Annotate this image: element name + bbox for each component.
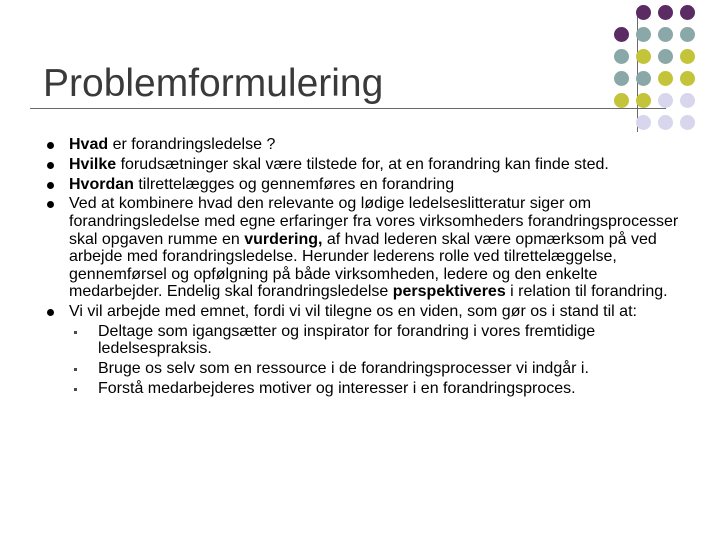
sub-bullet-text: Deltage som igangsætter og inspirator for forandring i vores fremtidige ledelsespraksis. (98, 322, 596, 358)
square-bullet-icon (74, 368, 77, 371)
bullet-list (45, 136, 695, 400)
bullet-text: Ved at kombinere hvad den relevante og lødige ledelseslitteratur siger om forandringsledelse med egne erfaringer fra vores virksomheders forandringsprocesser skal opgaven rumme en (69, 195, 679, 248)
bullet-dot-icon (47, 162, 54, 169)
decor-dot (680, 93, 695, 108)
decor-dot (636, 93, 651, 108)
decor-dot (614, 71, 629, 86)
decor-dot (680, 27, 695, 42)
bullet-dot-icon (47, 142, 54, 149)
decor-dot (636, 27, 651, 42)
decor-dot (658, 115, 673, 130)
bullet-dot-icon (47, 201, 54, 208)
bullet-text: tilrettelægges og gennemføres en forandring (133, 175, 455, 193)
decor-dot (614, 49, 629, 64)
decor-dot (636, 71, 651, 86)
decor-dot (680, 115, 695, 130)
bold-text: Hvilke (69, 155, 117, 173)
bullet-dot-icon (47, 309, 54, 316)
bullet-item (45, 136, 695, 154)
sub-bullet-text: Forstå medarbejderes motiver og interesser i en forandringsproces. (98, 380, 576, 398)
decor-dot (636, 49, 651, 64)
bullet-text: er forandringsledelse ? (108, 136, 276, 153)
bullet-item (45, 176, 695, 194)
sub-bullet-item (45, 380, 695, 398)
bullet-dot-icon (47, 182, 54, 189)
bold-text: perspektiveres (392, 283, 506, 301)
decor-dot (658, 71, 673, 86)
title-underline (30, 108, 666, 109)
sub-bullet-text: Bruge os selv som en ressource i de forandringsprocesser vi indgår i. (98, 360, 589, 378)
decor-dot (680, 49, 695, 64)
decor-dot (658, 49, 673, 64)
square-bullet-icon (74, 331, 77, 334)
slide-title: Problemformulering (43, 62, 384, 105)
sub-bullet-item (45, 323, 695, 358)
square-bullet-icon (74, 388, 77, 391)
decor-dot (658, 93, 673, 108)
bullet-item (45, 156, 695, 174)
bullet-text: i relation til forandring. (505, 283, 668, 301)
bold-text: Hvad (69, 136, 109, 153)
decor-dot (614, 27, 629, 42)
decor-dot (680, 71, 695, 86)
decor-dot (680, 5, 695, 20)
decor-dot (636, 5, 651, 20)
sub-bullet-item (45, 360, 695, 378)
bullet-text: Vi vil arbejde med emnet, fordi vi vil tilegne os en viden, som gør os i stand til at: (69, 303, 637, 321)
bullet-text: af hvad lederen skal være opmærksom på ved arbejde med forandringsledelse. Herunder lederens rolle ved tilrettelæggelse, gennemførsel og opfølgning på både virksomheden, ledere og den enkelte medarbejder. Endelig skal forandringsledelse (69, 230, 657, 301)
bullet-item (45, 303, 695, 321)
decor-dot (658, 5, 673, 20)
bullet-item (45, 195, 695, 301)
decor-dot (614, 93, 629, 108)
bold-text: Hvordan (69, 175, 134, 193)
bullet-text: forudsætninger skal være tilstede for, at en forandring kan finde sted. (116, 155, 609, 173)
decor-dot (658, 27, 673, 42)
bold-text: vurdering, (244, 230, 323, 248)
decor-dot (636, 115, 651, 130)
